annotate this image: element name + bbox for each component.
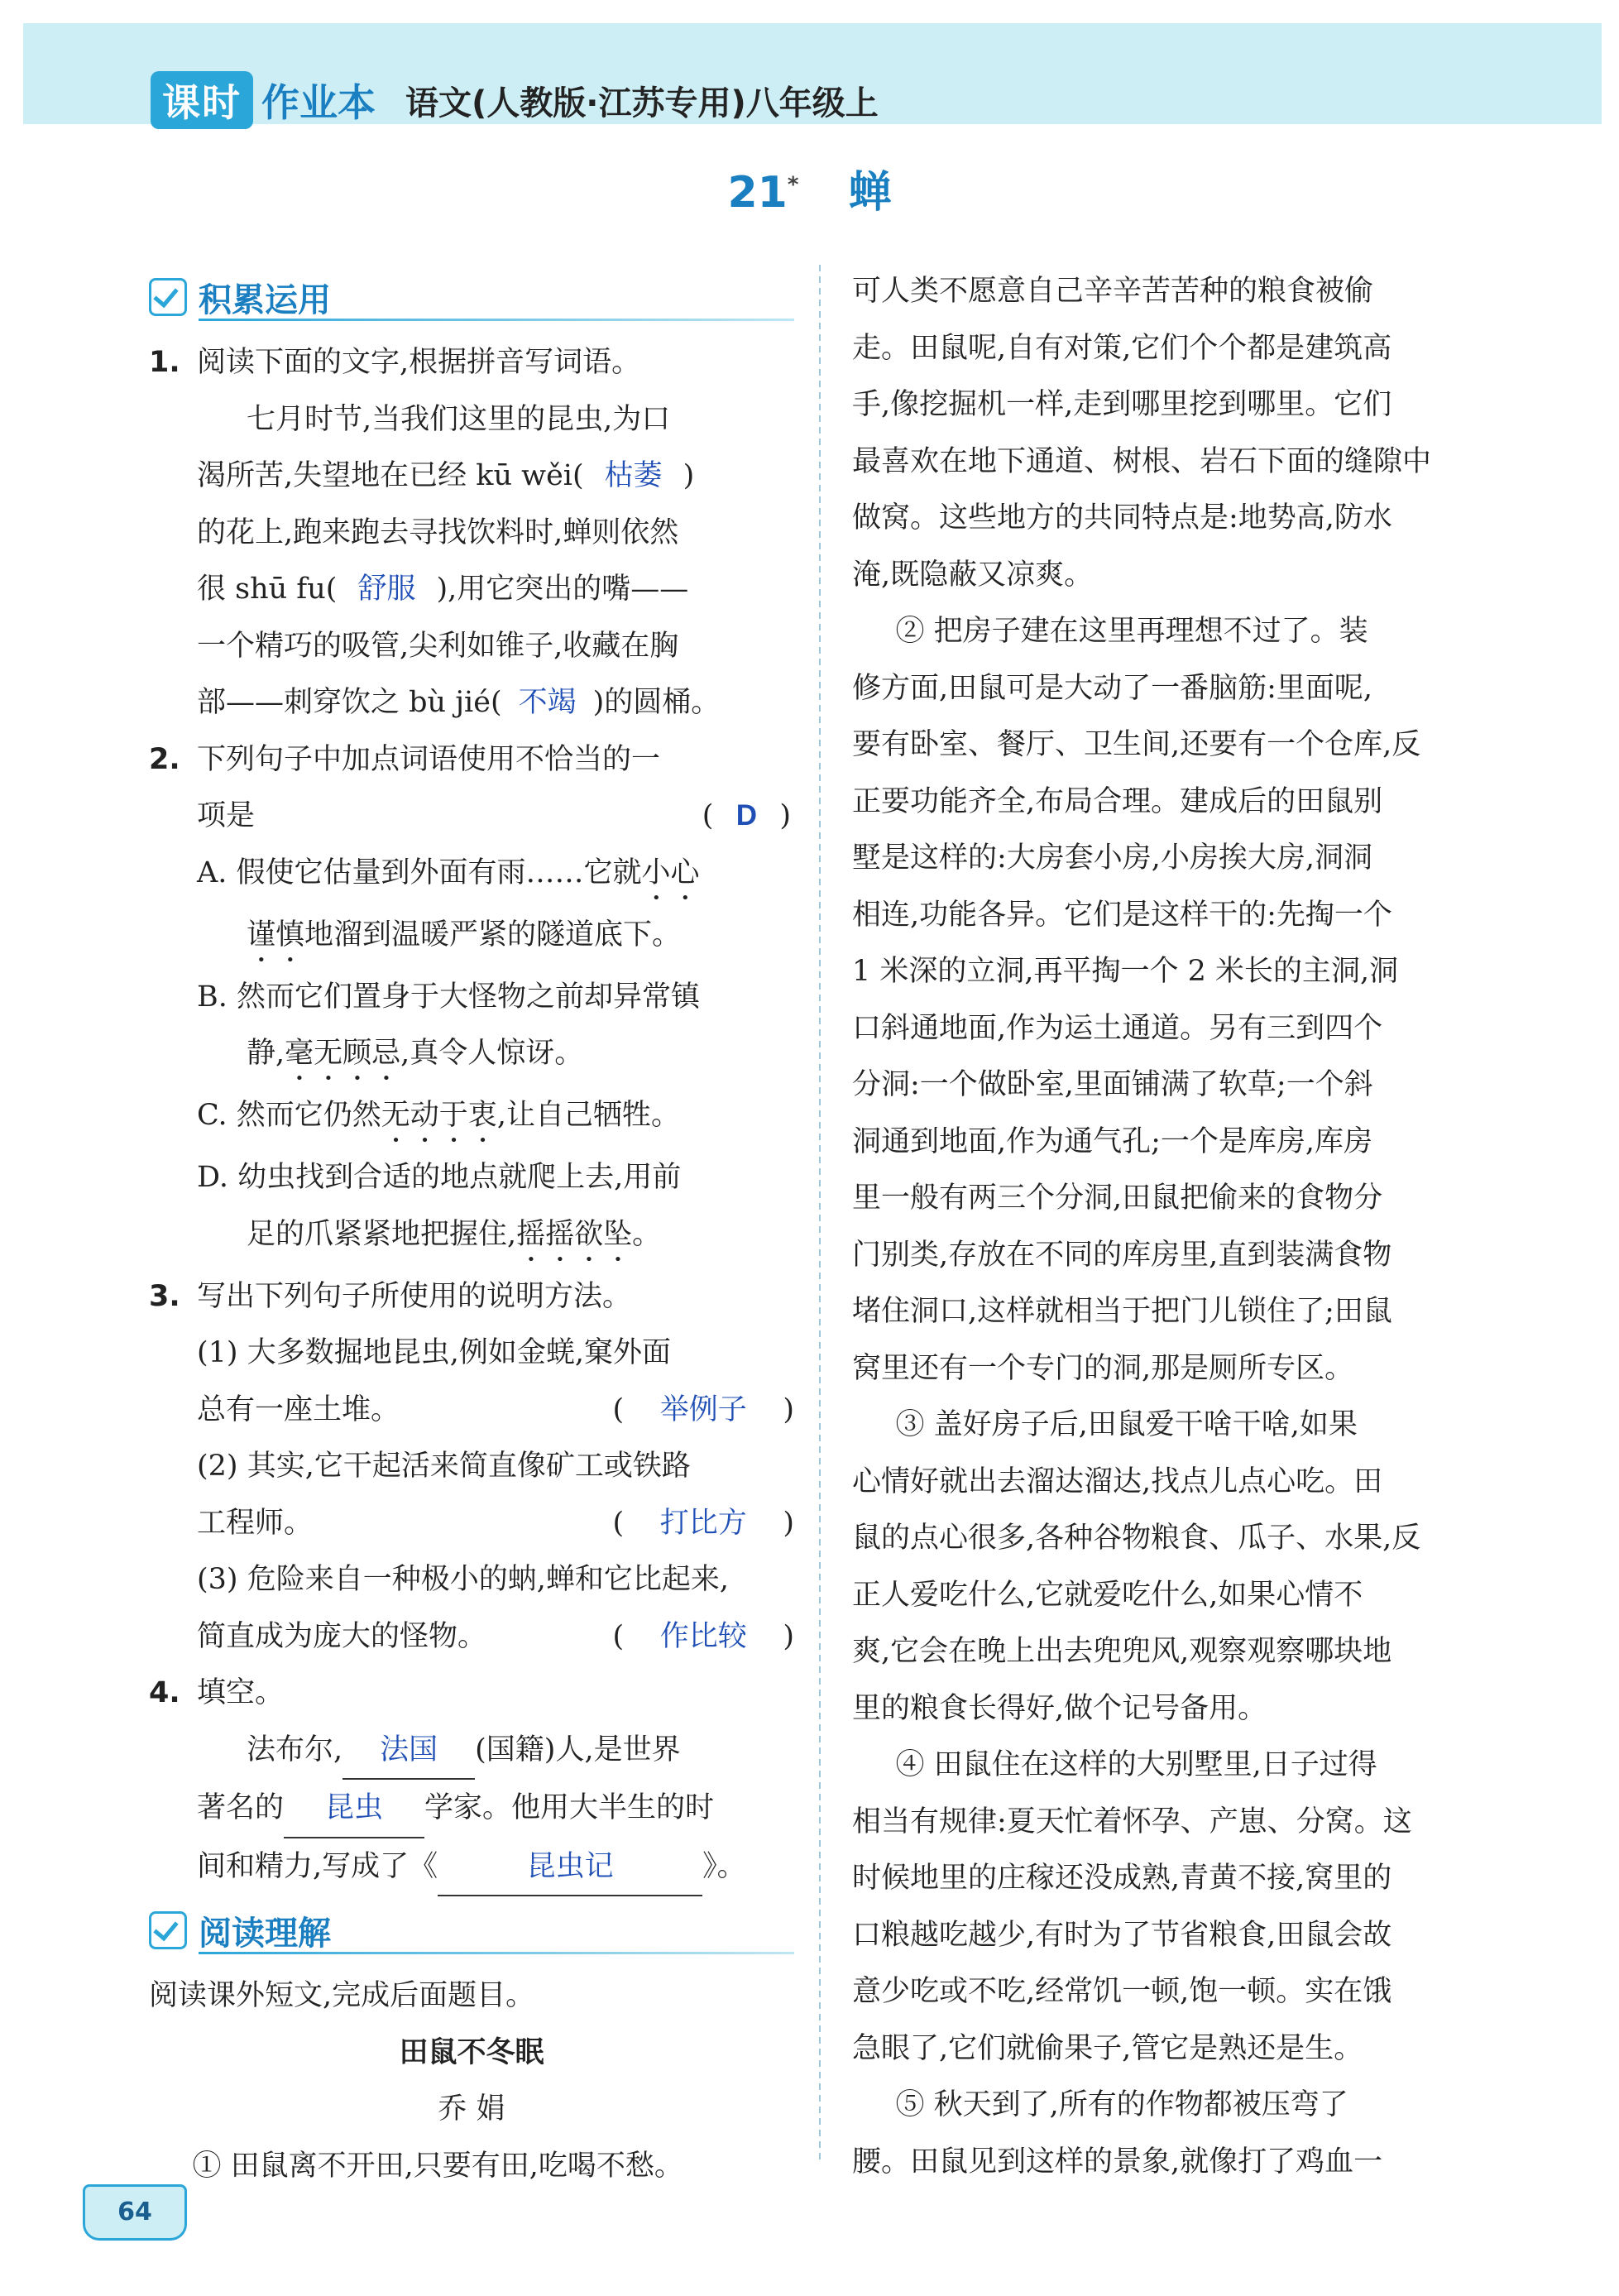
checkmark-icon xyxy=(149,1911,187,1949)
reading-line: 急眼了,它们就偷果子,管它是熟还是生。 xyxy=(852,2031,1363,2065)
answer-blank: 昆虫记 xyxy=(438,1838,702,1897)
reading-line: 相当有规律:夏天忙着怀孕、产崽、分窝。这 xyxy=(852,1805,1412,1838)
question-number: 3. xyxy=(149,1279,180,1313)
question-2 xyxy=(149,731,794,789)
reading-line: 做窝。这些地方的共同特点是:地势高,防水 xyxy=(852,501,1392,534)
lesson-title xyxy=(0,157,1619,219)
question-stem: 下列句子中加点词语使用不恰当的一 xyxy=(197,742,661,776)
reading-line: 里一般有两三个分洞,田鼠把偷来的食物分 xyxy=(852,1182,1383,1215)
section-label: 阅读理解 xyxy=(199,1914,331,1953)
reading-line: 时候地里的庄稼还没成熟,青黄不接,窝里的 xyxy=(852,1862,1392,1895)
reading-line: 洞通到地面,作为通气孔;一个是库房,库房 xyxy=(852,1124,1373,1158)
reading-line: 走。田鼠呢,自有对策,它们个个都是建筑高 xyxy=(852,331,1392,365)
reading-line: ⑤ 秋天到了,所有的作物都被压弯了 xyxy=(895,2088,1348,2121)
reading-line: 墅是这样的:大房套小房,小房挨大房,洞洞 xyxy=(852,841,1373,875)
reading-line: 正要功能齐全,布局合理。建成后的田鼠别 xyxy=(852,784,1383,818)
reading-line: 口斜通地面,作为运土通道。另有三到四个 xyxy=(852,1011,1383,1045)
checkmark-icon xyxy=(149,278,187,316)
q3-item: 工程师。 ( 打比方 ) xyxy=(149,1495,794,1552)
lesson-star: * xyxy=(787,172,799,198)
reading-line: 要有卧室、餐厅、卫生间,还要有一个仓库,反 xyxy=(852,728,1421,761)
right-column xyxy=(852,263,1497,2190)
option-b-cont: 静,毫无顾忌,真令人惊讶。 xyxy=(247,1037,584,1070)
reading-line: 里的粮食长得好,做个记号备用。 xyxy=(852,1691,1267,1725)
q1-line: 渴所苦,失望地在已经 kū wěi( 枯萎 ) xyxy=(149,448,794,505)
reading-line: 口粮越吃越少,有时为了节省粮食,田鼠会故 xyxy=(852,1918,1392,1952)
q4-line: 间和精力,写成了《 昆虫记 》。 xyxy=(149,1838,794,1897)
lesson-number: 21 xyxy=(727,168,788,218)
left-column xyxy=(149,263,794,2194)
reading-line: 心情好就出去溜达溜达,找点儿点心吃。田 xyxy=(852,1464,1383,1498)
reading-line: 窝里还有一个专门的洞,那是厕所专区。 xyxy=(852,1351,1354,1385)
reading-line: 意少吃或不吃,经常饥一顿,饱一顿。实在饿 xyxy=(852,1975,1392,2008)
answer-text: 打比方 xyxy=(659,1506,747,1539)
reading-line: 爽,它会在晚上出去兜兜风,观察观察哪块地 xyxy=(852,1635,1392,1668)
answer-blank: 法国 xyxy=(342,1722,475,1781)
book-subtitle: 语文(人教版·江苏专用)八年级上 xyxy=(405,84,879,122)
question-stem: 阅读下面的文字,根据拼音写词语。 xyxy=(197,346,641,379)
page-number: 64 xyxy=(83,2184,187,2241)
answer-blank: 昆虫 xyxy=(284,1780,424,1838)
section-header-reading xyxy=(149,1901,794,1959)
reading-line: 堵住洞口,这样就相当于把门儿锁住了;田鼠 xyxy=(852,1295,1392,1328)
reading-line: ④ 田鼠住在这样的大别墅里,日子过得 xyxy=(895,1748,1377,1781)
section-rule xyxy=(199,319,794,321)
reading-author: 乔 娟 xyxy=(438,2092,505,2126)
q3-item: 简直成为庞大的怪物。 ( 作比较 ) xyxy=(149,1608,794,1666)
header xyxy=(151,71,879,129)
reading-title: 田鼠不冬眠 xyxy=(399,2035,544,2069)
answer-text: 枯萎 xyxy=(604,459,663,491)
dotted-word: 毫无顾忌 xyxy=(285,1037,401,1070)
q3-item: (1) 大多数掘地昆虫,例如金蜣,窠外面 xyxy=(197,1336,671,1369)
option-b: B. 然而它们置身于大怪物之前却异常镇 xyxy=(197,980,700,1014)
q3-item: 总有一座土堆。 ( 举例子 ) xyxy=(149,1382,794,1439)
dotted-word: 谨慎 xyxy=(247,918,305,951)
section-header-accumulate xyxy=(149,268,794,326)
reading-line: 门别类,存放在不同的库房里,直到装满食物 xyxy=(852,1238,1392,1272)
reading-continued xyxy=(852,263,1497,2190)
reading-line: 腰。田鼠见到这样的景象,就像打了鸡血一 xyxy=(852,2145,1383,2179)
answer-text: 举例子 xyxy=(659,1392,747,1426)
reading-line: 手,像挖掘机一样,走到哪里挖到哪里。它们 xyxy=(852,388,1392,421)
q1-line: 的花上,跑来跑去寻找饮料时,蝉则依然 xyxy=(197,515,679,549)
question-number: 4. xyxy=(149,1676,180,1709)
reading-line: 正人爱吃什么,它就爱吃什么,如果心情不 xyxy=(852,1578,1363,1612)
q3-item: (2) 其实,它干起活来简直像矿工或铁路 xyxy=(197,1450,691,1483)
reading-line: ② 把房子建在这里再理想不过了。装 xyxy=(895,615,1368,648)
question-1 xyxy=(149,334,794,391)
q1-line: 很 shū fu( 舒服 ),用它突出的嘴—— xyxy=(149,561,794,618)
option-d-cont: 足的爪紧紧地把握住,摇摇欲坠。 xyxy=(247,1217,662,1251)
q3-item: (3) 危险来自一种极小的蚋,蝉和它比起来, xyxy=(197,1563,729,1596)
q4-line: 著名的 昆虫 学家。他用大半生的时 xyxy=(149,1780,794,1838)
option-c: C. 然而它仍然无动于衷,让自己牺牲。 xyxy=(197,1099,680,1132)
lesson-name: 蝉 xyxy=(848,168,892,218)
section-rule xyxy=(199,1952,794,1954)
reading-paragraph: ① 田鼠离不开田,只要有田,吃喝不愁。 xyxy=(192,2149,683,2183)
section-label: 积累运用 xyxy=(199,280,331,319)
reading-line: 分洞:一个做卧室,里面铺满了软草;一个斜 xyxy=(852,1068,1373,1101)
answer-text: 舒服 xyxy=(357,573,416,605)
answer-text: 作比较 xyxy=(659,1619,747,1652)
brand-name: 作业本 xyxy=(261,80,376,125)
question-number: 2. xyxy=(149,742,180,776)
q1-line: 七月时节,当我们这里的昆虫,为口 xyxy=(247,402,671,436)
dotted-word: 小心 xyxy=(641,856,700,889)
reading-line: 修方面,田鼠可是大动了一番脑筋:里面呢, xyxy=(852,671,1373,705)
brand-logo: 课时 xyxy=(151,71,253,129)
option-d: D. 幼虫找到合适的地点就爬上去,用前 xyxy=(197,1161,682,1194)
question-stem: 写出下列句子所使用的说明方法。 xyxy=(197,1279,632,1313)
reading-line: ③ 盖好房子后,田鼠爱干啥干啥,如果 xyxy=(895,1408,1358,1441)
reading-line: 鼠的点心很多,各种谷物粮食、瓜子、水果,反 xyxy=(852,1522,1421,1555)
column-divider xyxy=(819,265,821,2159)
reading-line: 相连,功能各异。它们是这样干的:先掏一个 xyxy=(852,898,1392,932)
answer-text: 不竭 xyxy=(518,686,577,718)
dotted-word: 摇摇欲坠 xyxy=(516,1217,633,1251)
reading-line: 可人类不愿意自己辛辛苦苦种的粮食被偷 xyxy=(852,275,1374,308)
reading-line: 淹,既隐蔽又凉爽。 xyxy=(852,558,1094,592)
reading-line: 1 米深的立洞,再平掏一个 2 米长的主洞,洞 xyxy=(852,955,1399,988)
q2-line: 项是 ( D ) xyxy=(149,788,794,845)
q1-line: 一个精巧的吸管,尖利如锥子,收藏在胸 xyxy=(197,629,679,663)
question-stem: 填空。 xyxy=(197,1676,285,1709)
q4-line: 法布尔, 法国 (国籍)人,是世界 xyxy=(149,1722,794,1781)
answer-text: D xyxy=(735,799,757,832)
reading-intro: 阅读课外短文,完成后面题目。 xyxy=(149,1979,535,2012)
question-4 xyxy=(149,1665,794,1722)
question-3 xyxy=(149,1268,794,1325)
option-a: A. 假使它估量到外面有雨……它就小心 xyxy=(197,856,700,889)
question-number: 1. xyxy=(149,346,180,379)
q1-line: 部——刺穿饮之 bù jié( 不竭 )的圆桶。 xyxy=(149,674,794,731)
reading-line: 最喜欢在地下通道、树根、岩石下面的缝隙中 xyxy=(852,444,1432,478)
dotted-word: 无动于衷 xyxy=(381,1099,497,1132)
option-a-cont: 谨慎地溜到温暖严紧的隧道底下。 xyxy=(247,918,682,951)
